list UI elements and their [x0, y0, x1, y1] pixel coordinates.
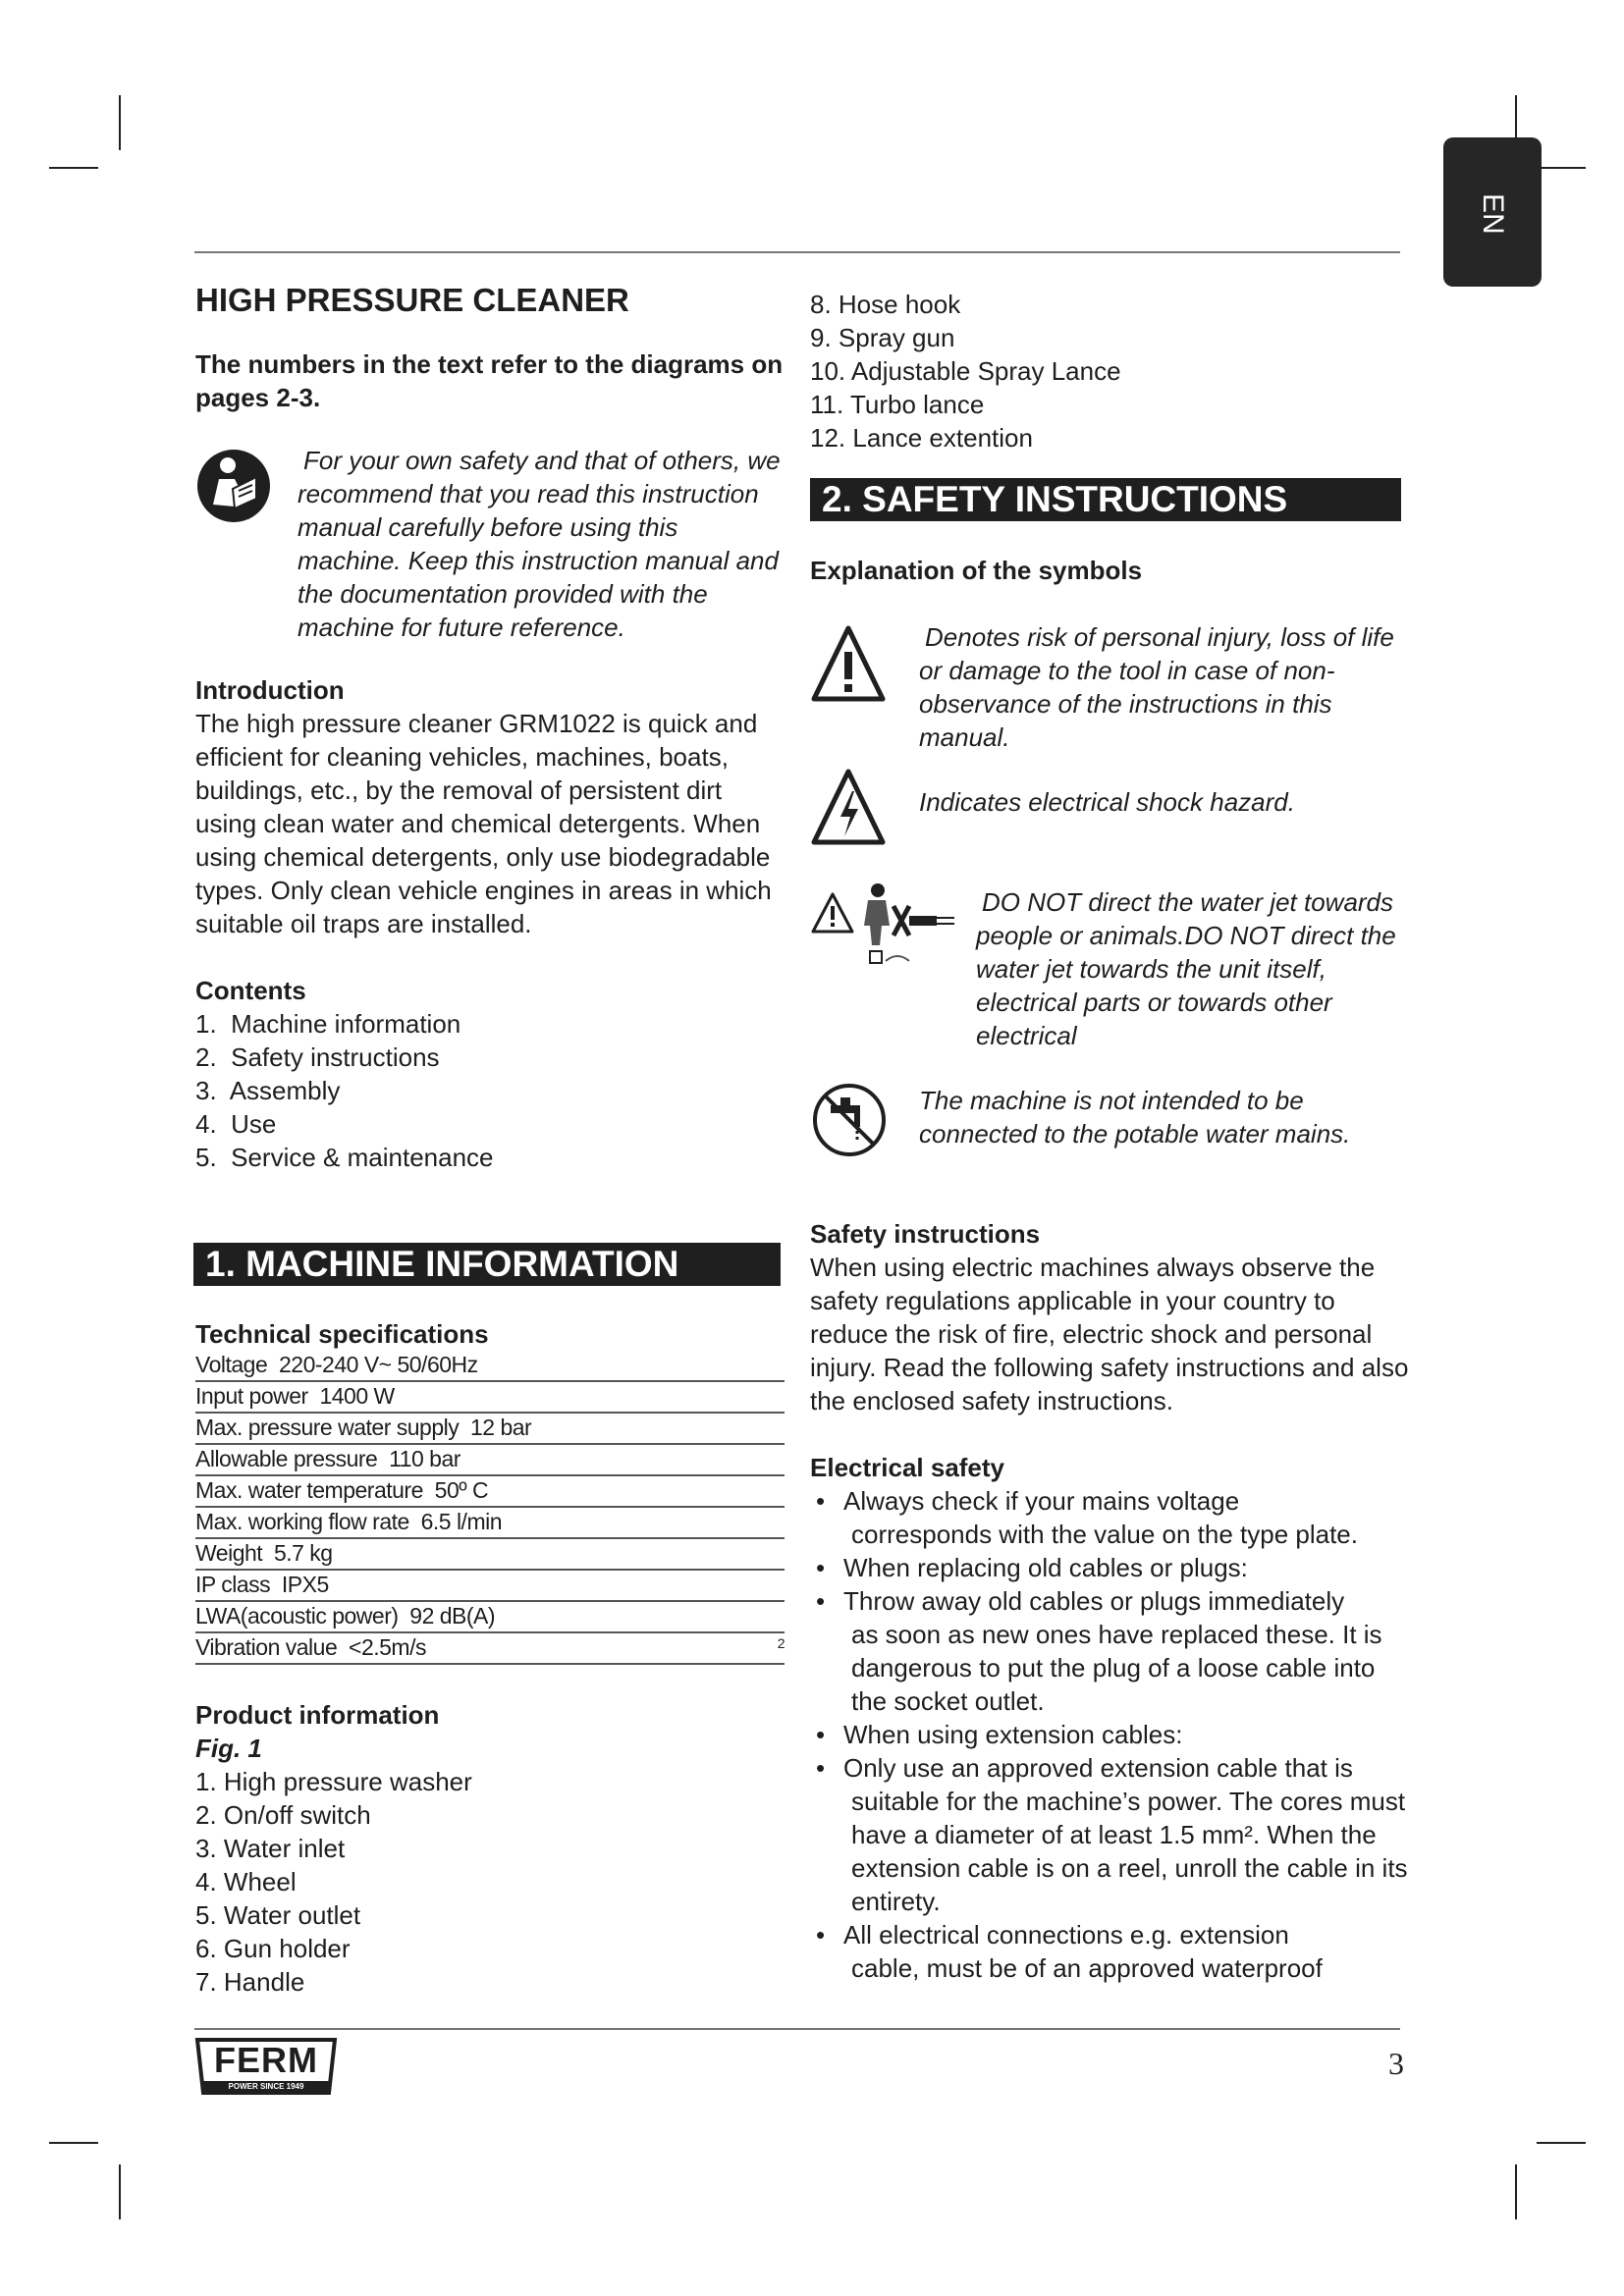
- spec-row: [195, 1571, 785, 1602]
- specs-block: [195, 1317, 785, 1999]
- safety-text: When using electric machines always observe the safety regulations applicable in your country to reduce the risk of fire, electric shock and personal injury. Read the following safety instructions and also the enclosed safety instructions.: [810, 1253, 1409, 1415]
- bullet-item: • All electrical connections e.g. extension cable, must be of an approved waterproof: [810, 1918, 1411, 1985]
- crop-mark: [1515, 2164, 1517, 2219]
- water-jet-warning-icon: [811, 877, 958, 976]
- crop-mark: [49, 167, 98, 169]
- specs-heading: Technical specifications: [195, 1319, 489, 1349]
- warning-symbol-text: Denotes risk of personal injury, loss of life or damage to the tool in case of non-observance of the instructions in this manual.: [919, 622, 1394, 752]
- logo-tagline: POWER SINCE 1949: [228, 2082, 304, 2091]
- parts-list-right: [810, 288, 1404, 454]
- page-title: HIGH PRESSURE CLEANER: [195, 282, 629, 318]
- introduction-text: The high pressure cleaner GRM1022 is quick and efficient for cleaning vehicles, machines, boats, buildings, etc., by the removal of persistent dirt using clean water and chemical detergents. When using chemical detergents, only use biodegradable types. Only clean vehicle engines in areas in which suitable oil traps are installed.: [195, 709, 772, 938]
- product-info-heading: Product information: [195, 1700, 440, 1730]
- spec-row-text: Weight 5.7 kg: [195, 1540, 333, 1566]
- spec-row: [195, 1476, 785, 1508]
- bullet-continuation: suitable for the machine’s power. The cores must have a diameter of at least 1.5 mm². When the extension cable is on a reel, unroll the cable in its entirety.: [851, 1787, 1408, 1916]
- electrical-safety-list: [810, 1484, 1411, 1985]
- bullet-item: • Throw away old cables or plugs immediately as soon as new ones have replaced these. It is dangerous to put the plug of a loose cable into the socket outlet.: [810, 1584, 1411, 1718]
- part-item: 3. Water inlet: [195, 1834, 346, 1863]
- spec-row: [195, 1508, 785, 1539]
- figure-label: Fig. 1: [195, 1734, 262, 1763]
- parts-list-left: [195, 1765, 785, 1999]
- crop-mark: [1537, 2142, 1586, 2144]
- left-column: [195, 281, 785, 1174]
- section-1-title: 1. MACHINE INFORMATION: [205, 1244, 679, 1284]
- spec-row-text: Voltage 220-240 V~ 50/60Hz: [195, 1352, 478, 1377]
- part-item: 10. Adjustable Spray Lance: [810, 356, 1121, 386]
- spec-row-text: Max. water temperature 50º C: [195, 1477, 489, 1503]
- spec-row: [195, 1602, 785, 1633]
- introduction-heading: Introduction: [195, 675, 345, 705]
- page-number: 3: [1388, 2046, 1404, 2081]
- no-potable-water-icon: [811, 1082, 888, 1163]
- spec-row-text: Allowable pressure 110 bar: [195, 1446, 460, 1471]
- part-item: 2. On/off switch: [195, 1800, 371, 1830]
- bullet-line: All electrical connections e.g. extension: [843, 1920, 1289, 1949]
- part-item: 8. Hose hook: [810, 290, 961, 319]
- reference-note: The numbers in the text refer to the diagrams on pages 2-3.: [195, 349, 784, 412]
- warning-icon: [811, 624, 886, 708]
- spec-row-text: LWA(acoustic power) 92 dB(A): [195, 1603, 496, 1629]
- spec-row: [195, 1633, 785, 1665]
- safety-block: [810, 1217, 1411, 1985]
- part-item: 6. Gun holder: [195, 1934, 351, 1963]
- spec-row-text: Vibration value <2.5m/s: [195, 1634, 426, 1660]
- manual-note-block: [195, 444, 785, 644]
- safety-heading: Safety instructions: [810, 1219, 1041, 1249]
- spec-row: [195, 1382, 785, 1414]
- symbols-block: [810, 554, 1404, 587]
- bullet-continuation: cable, must be of an approved waterproof: [851, 1953, 1323, 1983]
- part-item: 7. Handle: [195, 1967, 305, 1997]
- spec-row-text: Max. working flow rate 6.5 l/min: [195, 1509, 503, 1534]
- bullet-continuation: corresponds with the value on the type plate.: [851, 1520, 1358, 1549]
- read-manual-icon: [195, 448, 272, 532]
- language-label: EN: [1477, 193, 1509, 235]
- crop-mark: [119, 2164, 121, 2219]
- spec-row-text: IP class IPX5: [195, 1572, 329, 1597]
- contents-item: 5. Service & maintenance: [195, 1143, 494, 1172]
- bullet-line: Only use an approved extension cable that is: [843, 1753, 1353, 1783]
- bullet-item: • When replacing old cables or plugs:: [816, 1553, 1248, 1582]
- bullet-line: Always check if your mains voltage: [843, 1486, 1240, 1516]
- spec-row: [195, 1414, 785, 1445]
- part-item: 12. Lance extention: [810, 423, 1033, 453]
- bullet-continuation: as soon as new ones have replaced these. It is dangerous to put the plug of a loose cable into the socket outlet.: [851, 1620, 1382, 1716]
- contents-list: [195, 1007, 785, 1174]
- contents-item: 2. Safety instructions: [195, 1042, 440, 1072]
- right-column: [810, 288, 1404, 454]
- manual-note-text: For your own safety and that of others, we recommend that you read this instruction manual carefully before using this machine. Keep this instruction manual and the documentation provided with the machine for future reference.: [298, 446, 781, 642]
- contents-item: 3. Assembly: [195, 1076, 341, 1105]
- electric-shock-icon: [811, 768, 886, 851]
- contents-item: 1. Machine information: [195, 1009, 461, 1039]
- section-2-title: 2. SAFETY INSTRUCTIONS: [822, 479, 1288, 519]
- bullet-line: Throw away old cables or plugs immediately: [843, 1586, 1345, 1616]
- language-tab: [1443, 137, 1542, 287]
- spec-row: [195, 1539, 785, 1571]
- crop-mark: [1537, 167, 1586, 169]
- contents-item: 4. Use: [195, 1109, 277, 1139]
- spec-superscript: 2: [777, 1635, 785, 1651]
- part-item: 9. Spray gun: [810, 323, 955, 352]
- specs-table: [195, 1351, 785, 1665]
- section-1-banner: [193, 1243, 781, 1286]
- spec-row-text: Input power 1400 W: [195, 1383, 395, 1409]
- footer-rule: [194, 2028, 1400, 2030]
- electrical-safety-heading: Electrical safety: [810, 1453, 1005, 1482]
- bullet-item: • Always check if your mains voltage corresponds with the value on the type plate.: [810, 1484, 1411, 1551]
- part-item: 1. High pressure washer: [195, 1767, 472, 1796]
- spec-row: [195, 1351, 785, 1382]
- section-2-banner: [810, 478, 1401, 521]
- symbols-heading: Explanation of the symbols: [810, 556, 1143, 585]
- spec-row-text: Max. pressure water supply 12 bar: [195, 1415, 532, 1440]
- ferm-logo: [193, 2036, 339, 2097]
- crop-mark: [49, 2142, 98, 2144]
- spec-row: [195, 1445, 785, 1476]
- bullet-line: When replacing old cables or plugs:: [843, 1553, 1248, 1582]
- part-item: 11. Turbo lance: [810, 390, 985, 419]
- crop-mark: [119, 95, 121, 150]
- bullet-item: • Only use an approved extension cable that is suitable for the machine’s power. The cores must have a diameter of at least 1.5 mm². When the extension cable is on a reel, unroll the cable in its entirety.: [810, 1751, 1411, 1918]
- water-jet-symbol-text: DO NOT direct the water jet towards people or animals.DO NOT direct the water jet towards the unit itself, electrical parts or towards other electrical: [976, 887, 1396, 1050]
- bullet-item: • When using extension cables:: [816, 1720, 1183, 1749]
- logo-wordmark: FERM: [214, 2040, 318, 2080]
- header-rule: [194, 251, 1400, 253]
- part-item: 5. Water outlet: [195, 1900, 361, 1930]
- potable-water-symbol-text: The machine is not intended to be connected to the potable water mains.: [919, 1086, 1351, 1148]
- shock-symbol-text: Indicates electrical shock hazard.: [919, 787, 1295, 817]
- bullet-line: When using extension cables:: [843, 1720, 1183, 1749]
- contents-heading: Contents: [195, 976, 306, 1005]
- part-item: 4. Wheel: [195, 1867, 297, 1896]
